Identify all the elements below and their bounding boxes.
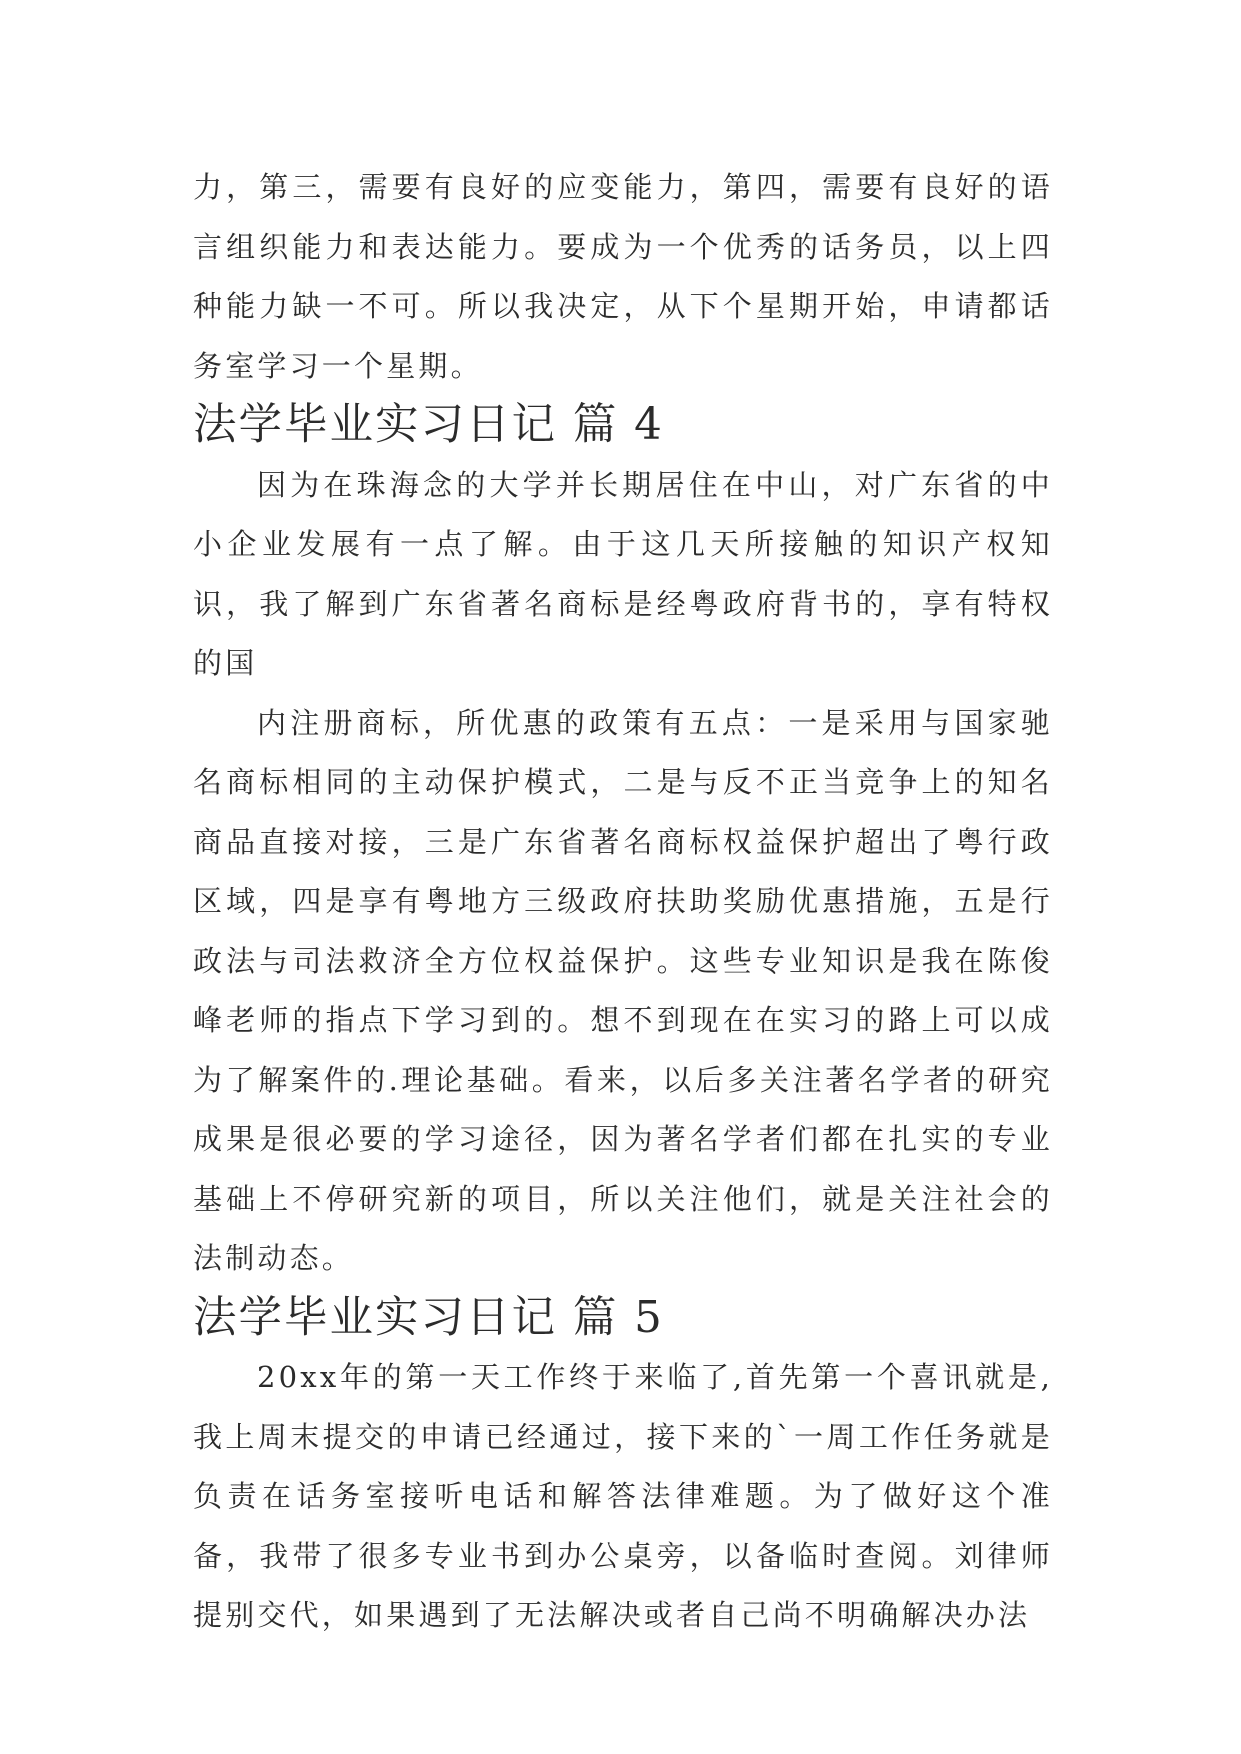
paragraph-continued: 力，第三，需要有良好的应变能力，第四，需要有良好的语言组织能力和表达能力。要成为一个优秀的话务员，以上四种能力缺一不可。所以我决定，从下个星期开始，申请都话务室学习一个星期。 <box>193 170 1053 383</box>
section-heading-4: 法学毕业实习日记 篇 4 <box>193 400 664 450</box>
paragraph-section-4-body: 内注册商标，所优惠的政策有五点：一是采用与国家驰名商标相同的主动保护模式，二是与反不正当竞争上的知名商品直接对接，三是广东省著名商标权益保护超出了粤行政区域，四是享有粤地方三级政府扶助奖励优惠措施，五是行政法与司法救济全方位权益保护。这些专业知识是我在陈俊峰老师的指点下学习到的。想不到现在在实习的路上可以成为了解案件的.理论基础。看来，以后多关注著名学者的研究成果是很必要的学习途径，因为著名学者们都在扎实的专业基础上不停研究新的项目，所以关注他们，就是关注社会的法制动态。 <box>193 705 1053 1275</box>
paragraph-section-5-body: 20xx年的第一天工作终于来临了,首先第一个喜讯就是,我上周末提交的申请已经通过，接下来的`一周工作任务就是负责在话务室接听电话和解答法律难题。为了做好这个准备，我带了很多专业书到办公桌旁，以备临时查阅。刘律师提别交代，如果遇到了无法解决或者自己尚不明确解决办法 <box>193 1360 1053 1632</box>
section-heading-5: 法学毕业实习日记 篇 5 <box>193 1292 664 1343</box>
paragraph-section-4-intro: 因为在珠海念的大学并长期居住在中山，对广东省的中小企业发展有一点了解。由于这几天所接触的知识产权知识，我了解到广东省著名商标是经粤政府背书的，享有特权的国 <box>193 467 1053 680</box>
document-page <box>193 158 1053 1646</box>
